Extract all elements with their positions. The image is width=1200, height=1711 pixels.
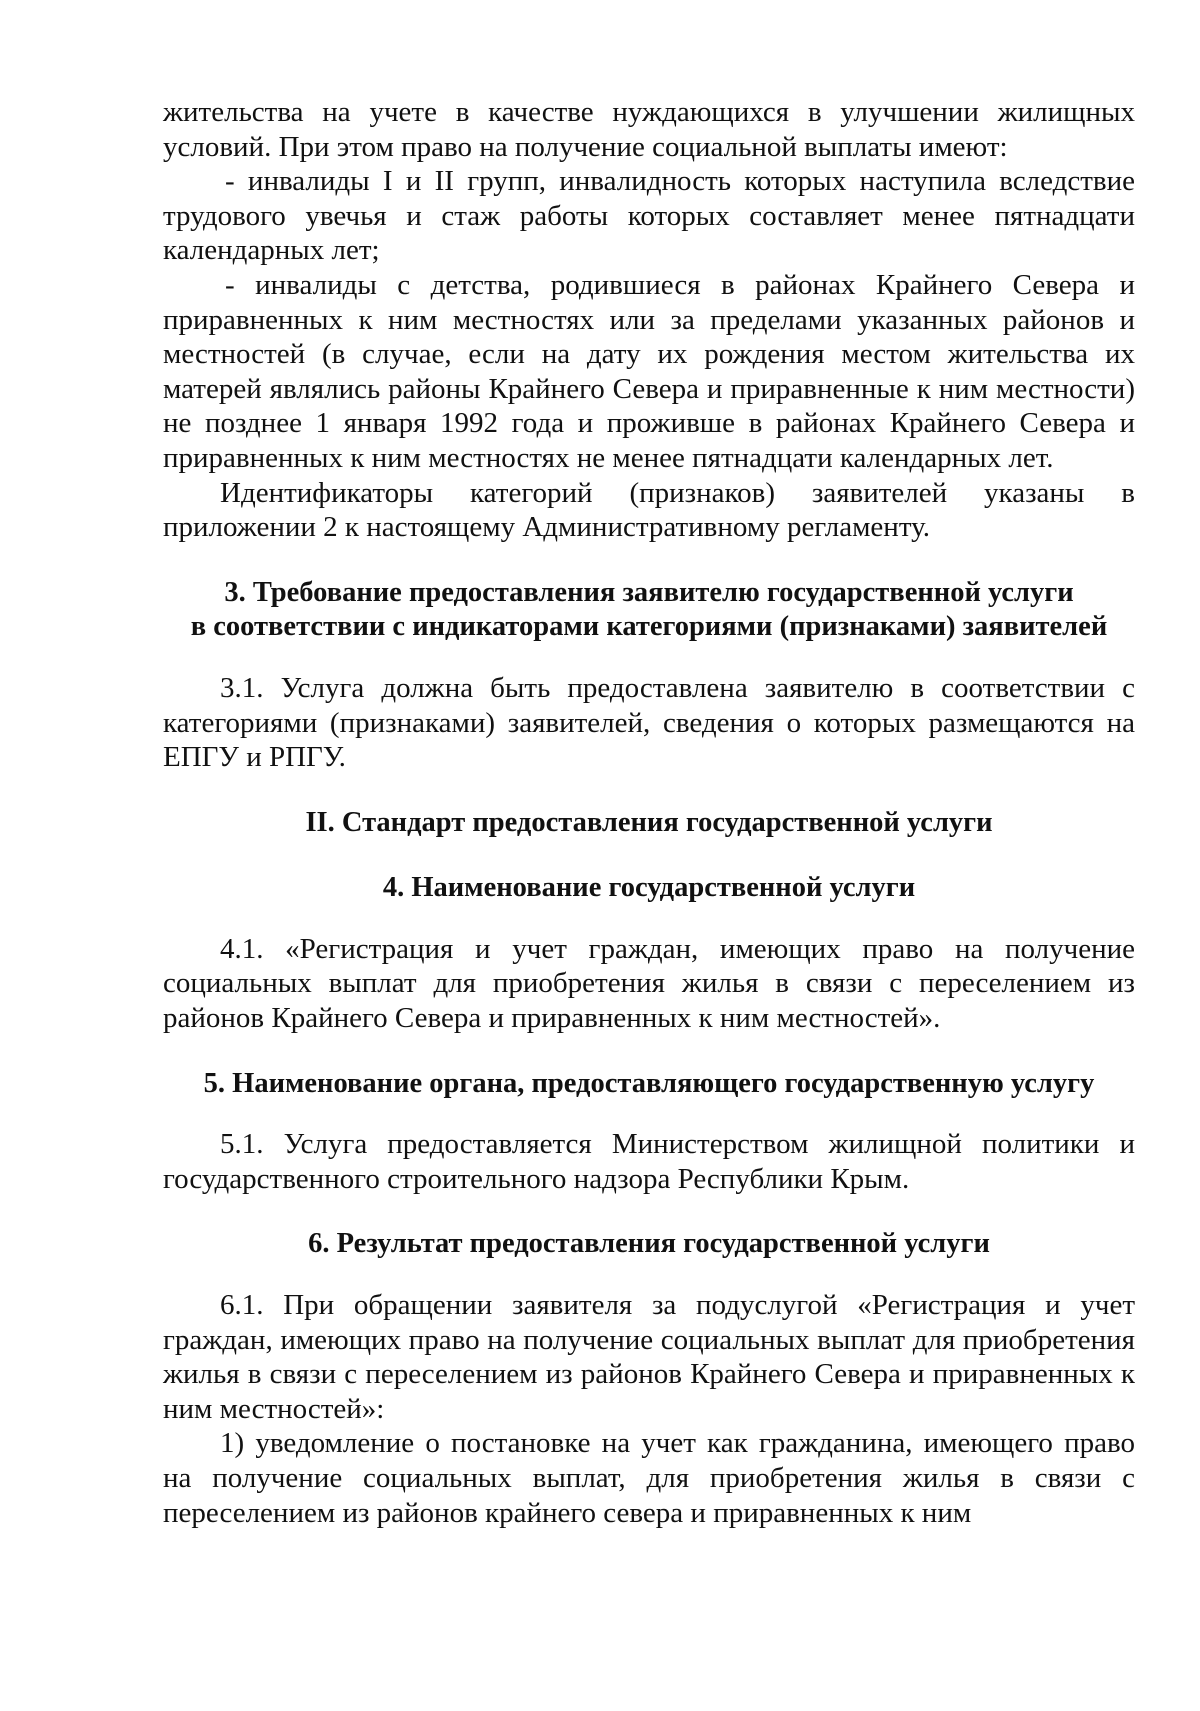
paragraph-4-1: 4.1. «Регистрация и учет граждан, имеющих право на получение социальных выплат для приобретения жилья в связи с переселением из районов Крайнего Севера и приравненных к ним местностей».: [163, 932, 1135, 1035]
paragraph-6-1: 6.1. При обращении заявителя за подуслугой «Регистрация и учет граждан, имеющих право на получение социальных выплат для приобретения жилья в связи с переселением из районов Крайнего Севера и приравненных к ним местностей»:: [163, 1289, 1135, 1425]
paragraph-3-1: 3.1. Услуга должна быть предоставлена заявителю в соответствии с категориями (признаками) заявителей, сведения о которых размещаются на ЕПГУ и РПГУ.: [163, 671, 1135, 774]
section-6-heading: 6. Результат предоставления государственной услуги: [308, 1228, 990, 1260]
list-item-6-1-1: 1) уведомление о постановке на учет как гражданина, имеющего право на получение социальных выплат, для приобретения жилья в связи с переселением из районов крайнего севера и приравненных к ним: [163, 1427, 1135, 1529]
section-5-heading: 5. Наименование органа, предоставляющего государственную услугу: [203, 1067, 1095, 1099]
section-3-heading-line-1: 3. Требование предоставления заявителю государственной услуги: [224, 576, 1074, 608]
section-2-heading: II. Стандарт предоставления государственной услуги: [305, 806, 993, 838]
list-item-invalids-childhood: - инвалиды с детства, родившиеся в районах Крайнего Севера и приравненных к ним местностях или за пределами указанных районов и местностей (в случае, если на дату их рождения местом жительства их матерей являлись районы Крайнего Севера и приравненные к ним местности) не позднее 1 января 1992 года и проживше в районах Крайнего Севера и приравненных к ним местностях не менее пятнадцати календарных лет.: [163, 268, 1135, 474]
section-3-heading-line-2: в соответствии с индикаторами категориями (признаками) заявителей: [190, 611, 1108, 643]
document-page: [163, 95, 1135, 1530]
paragraph-5-1: 5.1. Услуга предоставляется Министерством жилищной политики и государственного строительного надзора Республики Крым.: [163, 1128, 1135, 1195]
list-item-invalids-groups: - инвалиды I и II групп, инвалидность которых наступила вследствие трудового увечья и стаж работы которых составляет менее пятнадцати календарных лет;: [163, 165, 1135, 267]
section-4-heading: 4. Наименование государственной услуги: [382, 872, 916, 904]
paragraph-intro: жительства на учете в качестве нуждающихся в улучшении жилищных условий. При этом право на получение социальной выплаты имеют:: [163, 96, 1135, 163]
paragraph-identifiers: Идентификаторы категорий (признаков) заявителей указаны в приложении 2 к настоящему Административному регламенту.: [163, 476, 1135, 544]
